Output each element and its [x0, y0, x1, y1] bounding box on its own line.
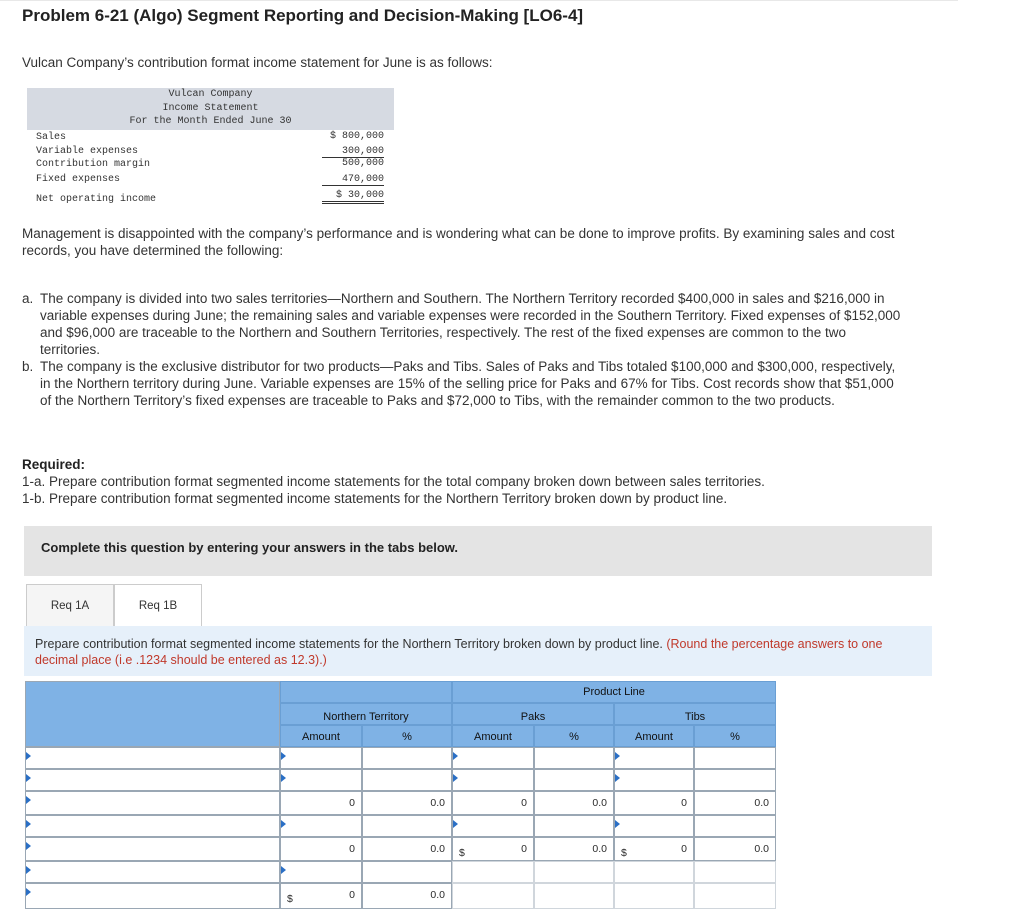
instruction-text: Prepare contribution format segmented income statements for the Northern Territory broken down by product line.	[35, 637, 667, 651]
blank-header	[280, 681, 452, 703]
item-label: a.	[22, 291, 34, 306]
paks-percent-value: 0.0	[534, 791, 614, 815]
row-label-input[interactable]	[25, 747, 280, 769]
paks-empty-cell	[534, 883, 614, 909]
item-label: b.	[22, 359, 34, 374]
row-label-input[interactable]	[25, 791, 280, 815]
paks-amount-value: 0	[452, 791, 534, 815]
dropdown-arrow-icon	[281, 866, 286, 874]
paks-percent-header: %	[534, 725, 614, 747]
dropdown-arrow-icon	[26, 888, 31, 896]
nt-percent-input[interactable]	[362, 861, 452, 883]
paks-amount-header: Amount	[452, 725, 534, 747]
dollar-sign: $	[287, 893, 293, 905]
tibs-percent-input[interactable]	[694, 815, 776, 837]
paks-percent-value: 0.0	[534, 837, 614, 861]
stmt-label-noi: Net operating income	[36, 194, 157, 205]
stmt-value-sales: $ 800,000	[329, 131, 384, 142]
item-text: The company is divided into two sales territories—Northern and Southern. The Northern Territory recorded $400,000 in sales and $216,000 in variable expenses during June; the remaining sales and variable expenses were recorded in the Southern Territory. Fixed expenses of $152,000 and $96,000 are traceable to the Northern and Southern Territories, respectively. The rest of the fixed expenses are common to the two territories.	[40, 291, 901, 357]
nt-amount-header: Amount	[280, 725, 362, 747]
tibs-percent-input[interactable]	[694, 747, 776, 769]
paks-empty-cell	[452, 883, 534, 909]
nt-amount-input[interactable]	[280, 769, 362, 791]
stmt-value-fixed: 470,000	[322, 172, 384, 186]
nt-amount-value: 0	[349, 889, 355, 901]
dropdown-arrow-icon	[615, 752, 620, 760]
tibs-empty-cell	[614, 861, 694, 883]
paks-amount-input[interactable]	[452, 747, 534, 769]
stmt-value-variable: 300,000	[322, 144, 384, 158]
nt-amount-cell	[280, 883, 362, 909]
nt-amount-value: 0	[280, 791, 362, 815]
dropdown-arrow-icon	[615, 774, 620, 782]
item-text: The company is the exclusive distributor for two products—Paks and Tibs. Sales of Paks and Tibs totaled $100,000 and $300,000, respectively, in the Northern territory during June. Variable expenses are 15% of the selling price for Paks and 67% for Tibs. Cost records show that $51,000 of the Northern Territory’s fixed expenses are traceable to Paks and $72,000 to Tibs, with the remainder common to the two products.	[40, 359, 896, 408]
dropdown-arrow-icon	[281, 774, 286, 782]
nt-percent-input[interactable]	[362, 747, 452, 769]
tibs-amount-input[interactable]	[614, 769, 694, 791]
stmt-label-variable: Variable expenses	[36, 146, 139, 157]
statement-header	[27, 88, 394, 130]
paks-amount-cell	[452, 837, 534, 861]
statement-body	[36, 131, 384, 211]
tibs-amount-cell	[614, 837, 694, 861]
nt-percent-value: 0.0	[362, 883, 452, 909]
paks-amount-value: 0	[521, 843, 527, 855]
nt-percent-value: 0.0	[362, 837, 452, 861]
required-line: 1-a. Prepare contribution format segmented income statements for the total company broken down between sales territories.	[22, 474, 765, 489]
tibs-amount-input[interactable]	[614, 815, 694, 837]
stmt-value-cm: 500,000	[341, 158, 384, 169]
nt-percent-input[interactable]	[362, 769, 452, 791]
row-label-input[interactable]	[25, 837, 280, 861]
label-column-header	[25, 681, 280, 747]
statement-name: Income Statement	[162, 102, 259, 114]
tibs-percent-value: 0.0	[694, 791, 776, 815]
paks-empty-cell	[534, 861, 614, 883]
paks-percent-input[interactable]	[534, 747, 614, 769]
nt-amount-input[interactable]	[280, 861, 362, 883]
nt-percent-input[interactable]	[362, 815, 452, 837]
statement-company: Vulcan Company	[168, 89, 253, 100]
dropdown-arrow-icon	[26, 774, 31, 782]
paks-amount-input[interactable]	[452, 815, 534, 837]
tibs-empty-cell	[694, 861, 776, 883]
row-label-input[interactable]	[25, 861, 280, 883]
paks-percent-input[interactable]	[534, 815, 614, 837]
list-item	[22, 290, 902, 358]
tibs-percent-header: %	[694, 725, 776, 747]
dollar-sign: $	[459, 847, 465, 859]
nt-amount-input[interactable]	[280, 747, 362, 769]
tibs-amount-header: Amount	[614, 725, 694, 747]
tibs-empty-cell	[614, 883, 694, 909]
instruction-note: (Round the percentage answers to one decimal place (i.e .1234 should be entered as 12.3).)	[35, 637, 883, 667]
dropdown-arrow-icon	[26, 796, 31, 804]
tibs-empty-cell	[694, 883, 776, 909]
dropdown-arrow-icon	[26, 752, 31, 760]
stmt-label-cm: Contribution margin	[36, 159, 151, 170]
stmt-label-fixed: Fixed expenses	[36, 174, 121, 185]
banner-text: Complete this question by entering your answers in the tabs below.	[41, 540, 459, 555]
tab-req-1a[interactable]: Req 1A	[26, 584, 114, 627]
tab-req-1b[interactable]: Req 1B	[114, 584, 202, 627]
facts-list	[22, 290, 902, 409]
row-label-input[interactable]	[25, 815, 280, 837]
dropdown-arrow-icon	[453, 752, 458, 760]
tibs-header: Tibs	[614, 703, 776, 725]
tibs-amount-value: 0	[681, 843, 687, 855]
tibs-amount-value: 0	[614, 791, 694, 815]
dropdown-arrow-icon	[26, 866, 31, 874]
tibs-percent-value: 0.0	[694, 837, 776, 861]
paks-percent-input[interactable]	[534, 769, 614, 791]
required-section	[22, 456, 922, 507]
dropdown-arrow-icon	[281, 820, 286, 828]
row-label-input[interactable]	[25, 883, 280, 909]
paks-amount-input[interactable]	[452, 769, 534, 791]
required-line: 1-b. Prepare contribution format segmented income statements for the Northern Territory broken down by product line.	[22, 491, 728, 506]
tibs-amount-input[interactable]	[614, 747, 694, 769]
management-text: Management is disappointed with the company’s performance and is wondering what can be done to improve profits. By examining sales and cost records, you have determined the following:	[22, 226, 895, 258]
page-title: Problem 6-21 (Algo) Segment Reporting and Decision-Making [LO6-4]	[22, 6, 584, 25]
nt-percent-header: %	[362, 725, 452, 747]
nt-amount-value: 0	[280, 837, 362, 861]
product-line-header: Product Line	[452, 681, 776, 703]
paks-header: Paks	[452, 703, 614, 725]
paks-empty-cell	[452, 861, 534, 883]
tab-instruction	[24, 626, 932, 676]
nt-percent-value: 0.0	[362, 791, 452, 815]
stmt-label-sales: Sales	[36, 132, 67, 143]
northern-territory-header: Northern Territory	[280, 703, 452, 725]
statement-period: For the Month Ended June 30	[129, 116, 292, 127]
top-divider	[0, 0, 958, 1]
list-item	[22, 358, 902, 409]
dropdown-arrow-icon	[453, 774, 458, 782]
dollar-sign: $	[621, 847, 627, 859]
intro-text: Vulcan Company’s contribution format income statement for June is as follows:	[22, 55, 493, 70]
required-heading: Required:	[22, 457, 86, 472]
dropdown-arrow-icon	[453, 820, 458, 828]
dropdown-arrow-icon	[615, 820, 620, 828]
dropdown-arrow-icon	[281, 752, 286, 760]
dropdown-arrow-icon	[26, 842, 31, 850]
tibs-percent-input[interactable]	[694, 769, 776, 791]
row-label-input[interactable]	[25, 769, 280, 791]
stmt-value-noi: $ 30,000	[322, 190, 384, 204]
instruction-banner	[24, 526, 932, 576]
nt-amount-input[interactable]	[280, 815, 362, 837]
dropdown-arrow-icon	[26, 820, 31, 828]
